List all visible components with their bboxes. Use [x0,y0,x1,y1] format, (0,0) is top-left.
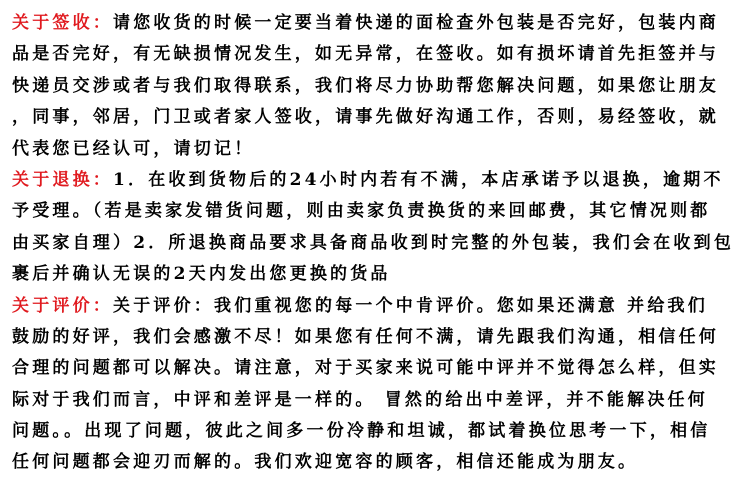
returns-text: 由买家自理）2．所退换商品要求具备商品收到时完整的外包装，我们会在收到包 [12,232,735,253]
notice-line [12,322,740,353]
signing-section-label: 关于签收： [12,13,113,33]
reviews-text: 际对于我们而言，中评和差评是一样的。 冒然的给出中差评，并不能解决任何 [12,389,708,410]
notice-line [12,71,740,102]
notice-line [12,165,740,196]
notice-line [12,134,740,165]
reviews-text: 关于评价：我们重视您的每一个中肯评价。您如果还满意 并给我们 [113,295,708,316]
signing-text: 品是否完好，有无缺损情况发生，如无异常，在签收。如有损坏请首先拒签并与 [12,44,719,65]
signing-text: 快递员交涉或者与我们取得联系，我们将尽力协助帮您解决问题，如果您让朋友 [12,75,719,96]
reviews-section-label: 关于评价： [12,295,113,316]
signing-text: ，同事，邻居，门卫或者家人签收，请事先做好沟通工作，否则，易经签收，就 [12,107,719,128]
notice-line [12,259,740,290]
signing-text: 代表您已经认可，请切记！ [12,138,255,159]
notice-line [12,416,740,447]
returns-text: 予受理。（若是卖家发错货问题，则由卖家负责换货的来回邮费，其它情况则都 [12,201,711,222]
returns-text: 1．在收到货物后的24小时内若有不满，本店承诺予以退换，逾期不 [113,169,724,190]
reviews-text: 任何问题都会迎刃而解的。我们欢迎宽容的顾客，相信还能成为朋友。 [12,452,639,473]
reviews-text: 合理的问题都可以解决。请注意，对于买家来说可能中评并不觉得怎么样，但实 [12,358,719,379]
notice-line [12,228,740,259]
notice-line [12,102,740,133]
notice-line [12,447,740,478]
returns-text: 裹后并确认无误的2天内发出您更换的货品 [12,264,391,285]
returns-section-label: 关于退换： [12,169,113,190]
notice-line [12,385,740,416]
notice-line [12,196,740,227]
reviews-text: 鼓励的好评，我们会感激不尽！如果您有任何不满，请先跟我们沟通，相信任何 [12,326,719,347]
notice-line [12,8,740,39]
notice-line [12,353,740,384]
reviews-text: 问题。。出现了问题，彼此之间多一份冷静和坦诚，都试着换位思考一下，相信 [12,421,711,442]
notice-line [12,291,740,322]
signing-text: 请您收货的时候一定要当着快递的面检查外包装是否完好，包装内商 [113,13,719,33]
notice-line [12,39,740,70]
